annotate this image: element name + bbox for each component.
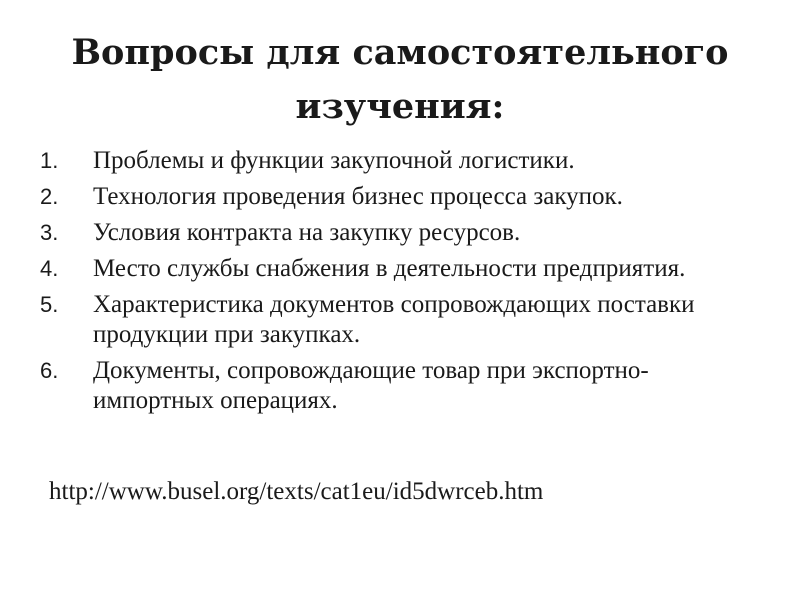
list-item	[40, 254, 760, 284]
list-item-text: Характеристика документов сопровождающих поставки продукции при закупках.	[93, 291, 695, 348]
list-item-text: Условия контракта на закупку ресурсов.	[93, 219, 521, 246]
list-item-text: Проблемы и функции закупочной логистики.	[93, 147, 575, 174]
slide-title: Вопросы для самостоятельного изучения:	[71, 32, 729, 127]
list-item-text: Место службы снабжения в деятельности предприятия.	[93, 255, 686, 282]
list-item-number: 3.	[40, 220, 59, 245]
list-item-number: 6.	[40, 358, 59, 383]
list-item-number: 5.	[40, 292, 59, 317]
list-item	[40, 218, 760, 248]
list-item	[40, 146, 760, 176]
list-item	[40, 290, 760, 350]
list-item-number: 2.	[40, 184, 59, 209]
source-url: http://www.busel.org/texts/cat1eu/id5dwrceb.htm	[49, 478, 544, 505]
list-item	[40, 356, 760, 416]
list-item	[40, 182, 760, 212]
list-item-number: 1.	[40, 148, 59, 173]
list-item-number: 4.	[40, 256, 59, 281]
questions-list	[40, 146, 760, 422]
list-item-text: Технология проведения бизнес процесса закупок.	[93, 183, 623, 210]
list-item-text: Документы, сопровождающие товар при экспортно-импортных операциях.	[93, 357, 649, 414]
